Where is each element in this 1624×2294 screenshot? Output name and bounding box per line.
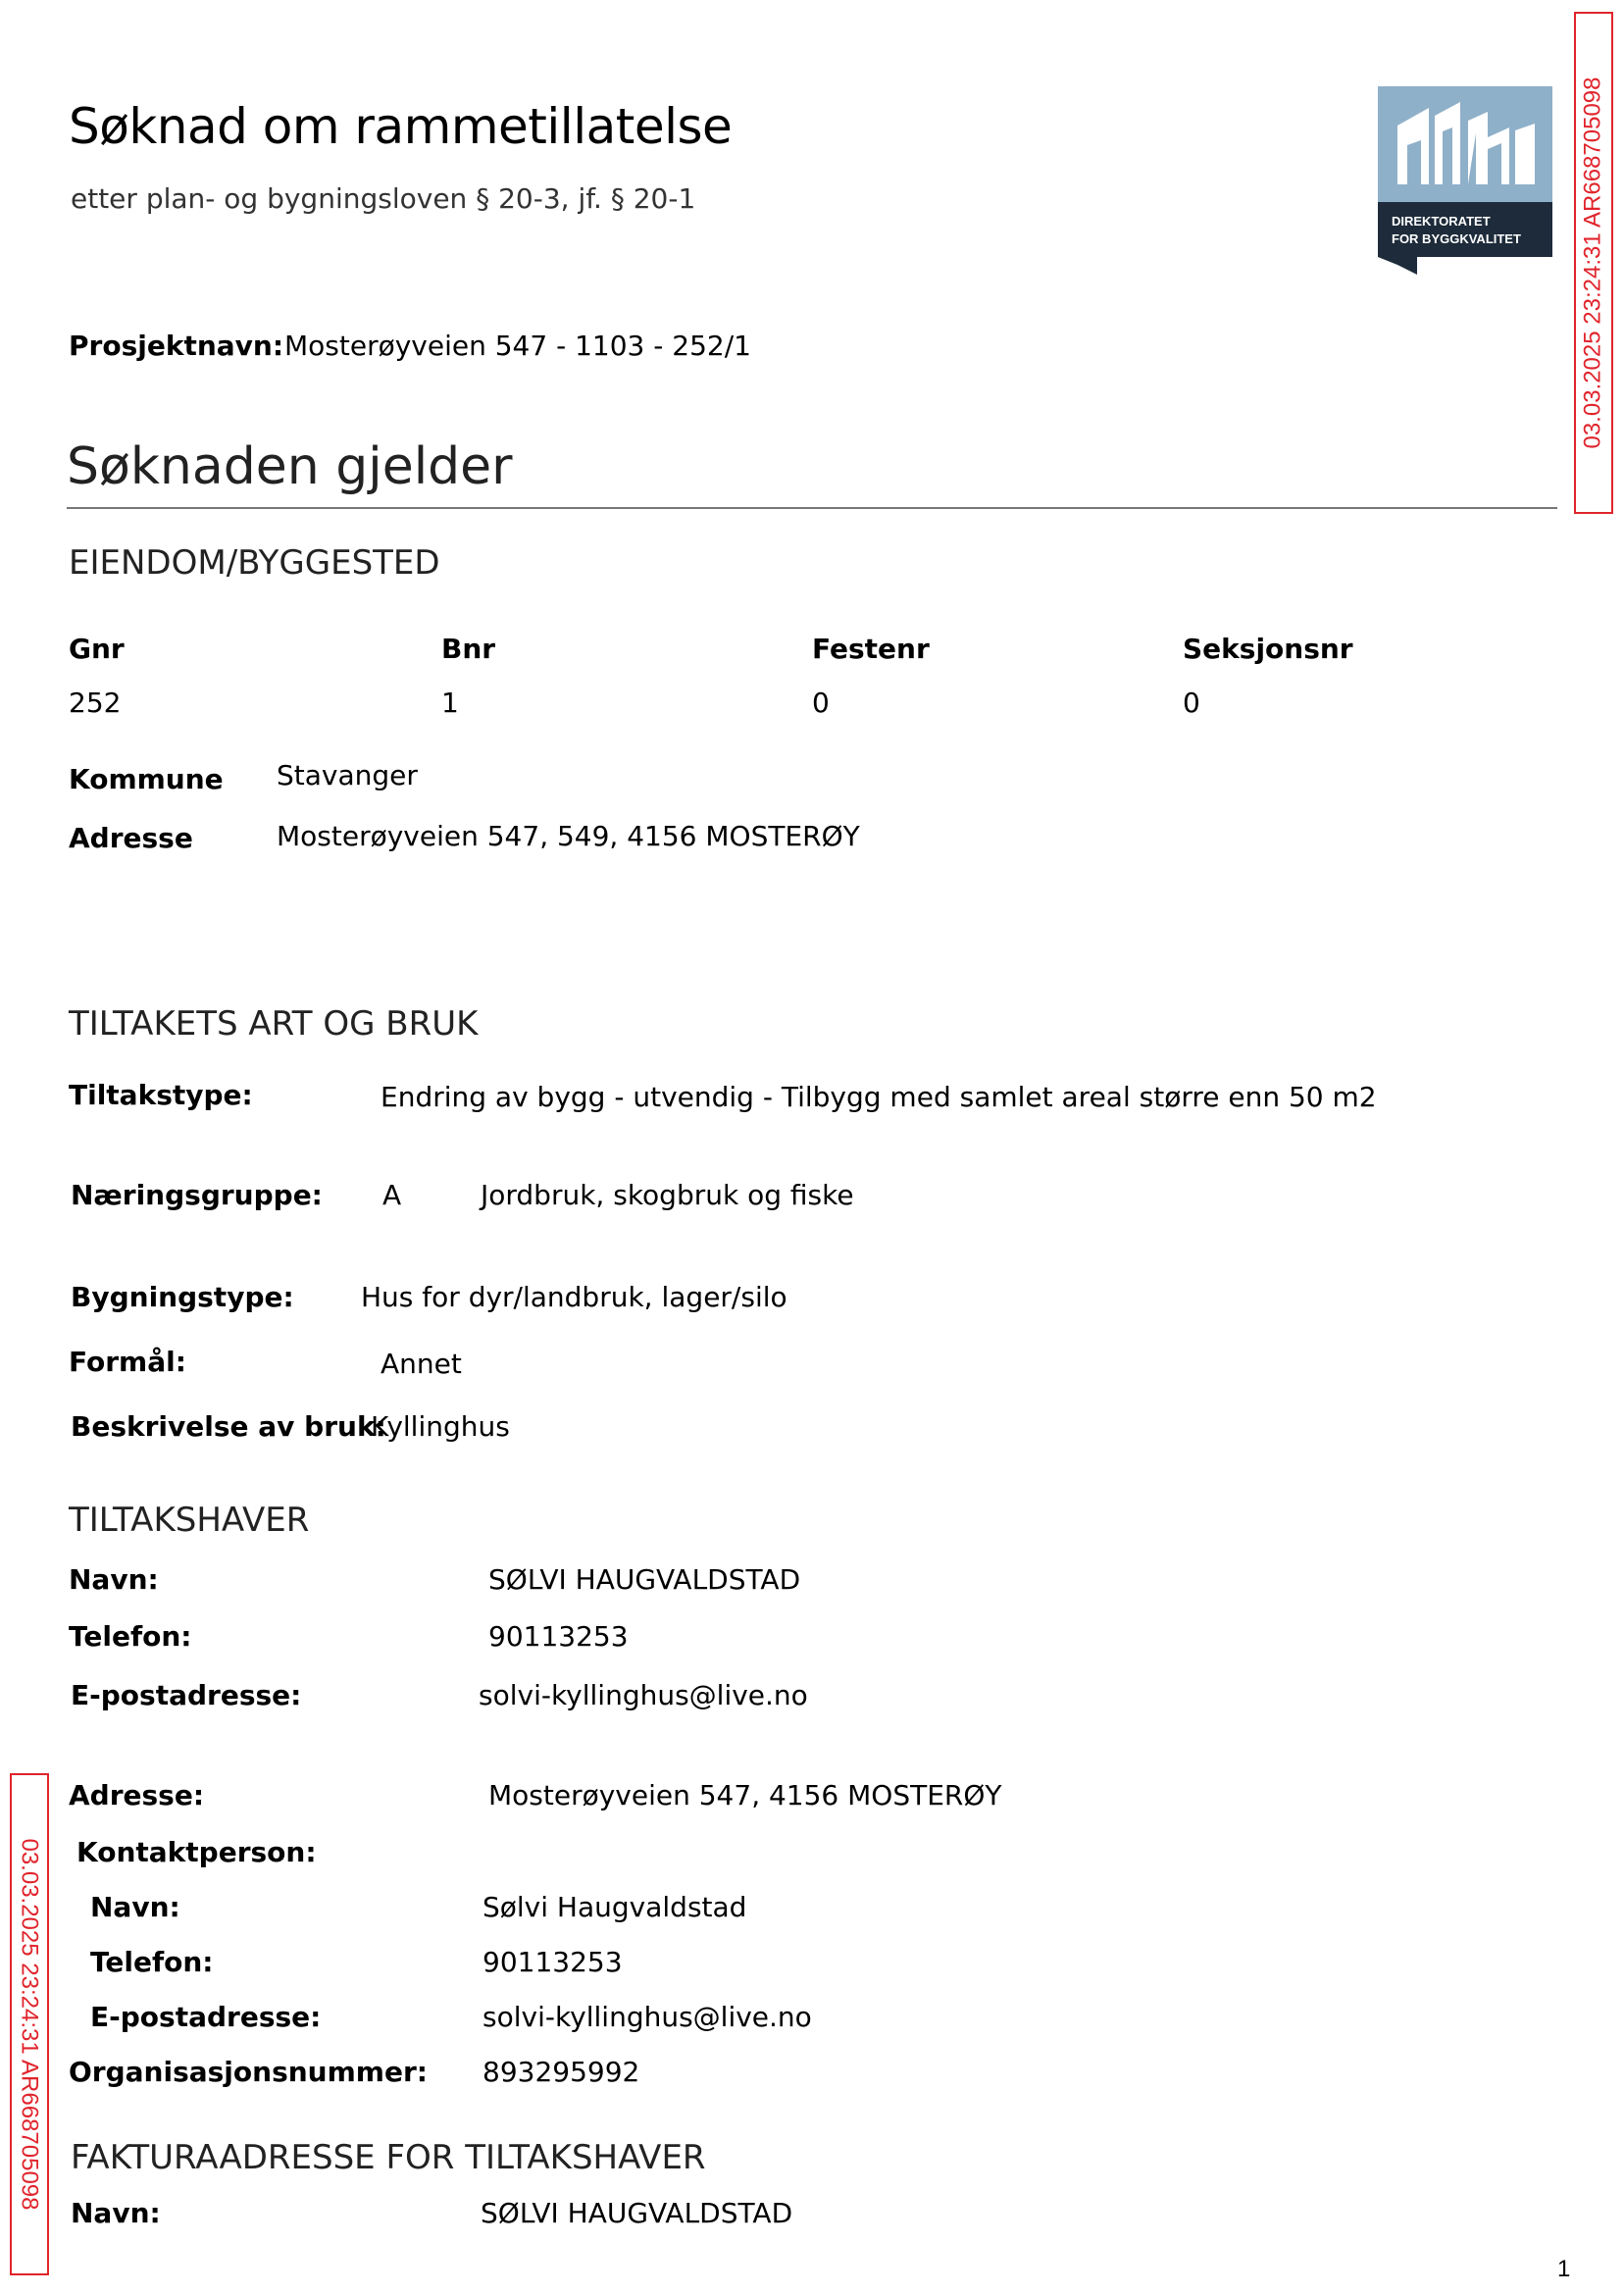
stamp-text: 03.03.2025 23:24:31 AR668705098 <box>17 1838 43 2211</box>
document-subtitle: etter plan- og bygningsloven § 20-3, jf. § 20-1 <box>71 182 696 215</box>
page-number: 1 <box>1557 2256 1571 2282</box>
tiltakstype-label: Tiltakstype: <box>69 1079 253 1111</box>
adresse-value: Mosterøyveien 547, 549, 4156 MOSTERØY <box>277 820 860 852</box>
stamp-text: 03.03.2025 23:24:31 AR668705098 <box>1580 76 1606 449</box>
owner-adresse-label: Adresse: <box>69 1779 205 1811</box>
kontakt-epost-value: solvi-kyllinghus@live.no <box>482 2001 812 2033</box>
kontakt-telefon-value: 90113253 <box>482 1946 623 1978</box>
section-title: Søknaden gjelder <box>67 437 513 496</box>
tiltakstype-value: Endring av bygg - utvendig - Tilbygg med samlet areal større enn 50 m2 <box>381 1081 1377 1113</box>
seksjonsnr-label: Seksjonsnr <box>1183 633 1353 665</box>
orgnr-value: 893295992 <box>482 2056 640 2088</box>
kommune-label: Kommune <box>69 763 224 795</box>
seksjonsnr-value: 0 <box>1183 687 1200 719</box>
bnr-value: 1 <box>441 687 459 719</box>
kommune-value: Stavanger <box>277 759 418 791</box>
billing-navn-label: Navn: <box>71 2197 161 2229</box>
billing-navn-value: SØLVI HAUGVALDSTAD <box>481 2197 793 2229</box>
naeringsgruppe-value: Jordbruk, skogbruk og fiske <box>481 1179 854 1211</box>
festenr-value: 0 <box>812 687 830 719</box>
owner-epost-label: E-postadresse: <box>71 1679 302 1711</box>
date-stamp-right <box>1574 12 1613 514</box>
project-label: Prosjektnavn: <box>69 330 284 362</box>
festenr-label: Festenr <box>812 633 930 665</box>
date-stamp-left <box>10 1773 49 2275</box>
document-title: Søknad om rammetillatelse <box>69 98 733 155</box>
formal-label: Formål: <box>69 1346 186 1378</box>
bnr-label: Bnr <box>441 633 496 665</box>
orgnr-label: Organisasjonsnummer: <box>69 2056 428 2088</box>
naeringsgruppe-label: Næringsgruppe: <box>71 1179 323 1211</box>
logo-text-line2: FOR BYGGKVALITET <box>1392 231 1521 246</box>
owner-heading: TILTAKSHAVER <box>69 1501 310 1540</box>
building-logo-icon <box>1378 86 1552 275</box>
owner-navn-value: SØLVI HAUGVALDSTAD <box>488 1563 801 1596</box>
kontakt-navn-value: Sølvi Haugvaldstad <box>482 1891 747 1923</box>
project-name: Mosterøyveien 547 - 1103 - 252/1 <box>284 330 751 362</box>
formal-value: Annet <box>381 1348 462 1380</box>
beskrivelse-label: Beskrivelse av bruk: <box>71 1410 386 1443</box>
section-divider <box>67 507 1557 509</box>
kontaktperson-label: Kontaktperson: <box>76 1836 317 1868</box>
bygningstype-label: Bygningstype: <box>71 1281 294 1313</box>
gnr-label: Gnr <box>69 633 125 665</box>
measure-heading: TILTAKETS ART OG BRUK <box>69 1004 479 1044</box>
owner-epost-value: solvi-kyllinghus@live.no <box>479 1679 808 1711</box>
owner-adresse-value: Mosterøyveien 547, 4156 MOSTERØY <box>488 1779 1002 1811</box>
naeringsgruppe-code: A <box>382 1179 402 1211</box>
billing-heading: FAKTURAADRESSE FOR TILTAKSHAVER <box>71 2138 706 2177</box>
kontakt-telefon-label: Telefon: <box>90 1946 214 1978</box>
gnr-value: 252 <box>69 687 122 719</box>
bygningstype-value: Hus for dyr/landbruk, lager/silo <box>361 1281 787 1313</box>
adresse-label: Adresse <box>69 822 193 854</box>
dibk-logo <box>1378 86 1552 275</box>
owner-telefon-label: Telefon: <box>69 1620 192 1653</box>
beskrivelse-value: Kyllinghus <box>371 1410 510 1443</box>
owner-navn-label: Navn: <box>69 1563 159 1596</box>
property-heading: EIENDOM/BYGGESTED <box>69 543 440 583</box>
kontakt-navn-label: Navn: <box>90 1891 180 1923</box>
kontakt-epost-label: E-postadresse: <box>90 2001 322 2033</box>
logo-text-line1: DIREKTORATET <box>1392 214 1491 229</box>
owner-telefon-value: 90113253 <box>488 1620 629 1653</box>
